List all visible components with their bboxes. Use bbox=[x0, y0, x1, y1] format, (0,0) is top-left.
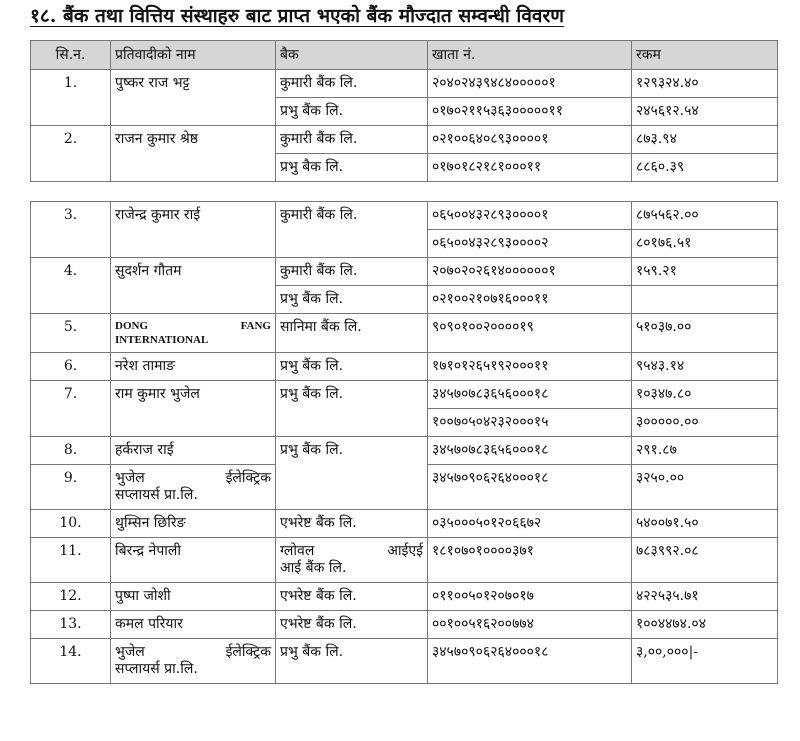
cell-bank bbox=[276, 538, 428, 583]
cell-name-word-2: FANG bbox=[240, 320, 271, 332]
cell-name-line-2: INTERNATIONAL bbox=[115, 334, 209, 346]
cell-bank-line-1 bbox=[280, 543, 423, 560]
bank-balance-table-part-2 bbox=[30, 201, 778, 684]
cell-bank: एभरेष्ट बैंक लि. bbox=[276, 611, 428, 639]
cell-name: पुष्कर राज भट्ट bbox=[111, 70, 276, 126]
table-row bbox=[31, 639, 778, 684]
cell-name: नरेश तामाङ bbox=[111, 353, 276, 381]
table-row bbox=[31, 611, 778, 639]
cell-account: ०१७०१८२१८१०००११ bbox=[428, 154, 632, 182]
cell-account: ०३५०००५०१२०६६७२ bbox=[428, 510, 632, 538]
cell-account: ०२१००६४०८९३००००१ bbox=[428, 126, 632, 154]
cell-name-word-1: भुजेल bbox=[115, 470, 145, 486]
cell-sn: 3. bbox=[31, 202, 111, 258]
cell-sn: 9. bbox=[31, 465, 111, 510]
cell-amount: ४२२५३५.७१ bbox=[632, 583, 778, 611]
cell-name-word-2: ईलेक्ट्रिक bbox=[225, 470, 271, 486]
cell-bank-word-2: आईएई bbox=[387, 543, 423, 559]
cell-bank: प्रभु बैंक लि. bbox=[276, 286, 428, 314]
table-row bbox=[31, 510, 778, 538]
page-heading: १८. बैंक तथा वित्तिय संस्थाहरु बाट प्राप्त भएको बैंक मौज्दात सम्वन्धी विवरण bbox=[30, 5, 564, 27]
cell-name bbox=[111, 314, 276, 353]
cell-bank: प्रभु बैंक लि. bbox=[276, 639, 428, 684]
cell-sn: 13. bbox=[31, 611, 111, 639]
cell-sn: 14. bbox=[31, 639, 111, 684]
cell-name: हर्कराज राई bbox=[111, 437, 276, 465]
cell-amount: ३,००,०००|- bbox=[632, 639, 778, 684]
cell-sn: 1. bbox=[31, 70, 111, 126]
cell-bank: प्रभु बैंक लि. bbox=[276, 381, 428, 437]
cell-name-word-1: भुजेल bbox=[115, 644, 145, 660]
cell-sn: 11. bbox=[31, 538, 111, 583]
cell-account: १७१०१२६५१९२०००११ bbox=[428, 353, 632, 381]
cell-amount: ५४००७१.५० bbox=[632, 510, 778, 538]
cell-amount: ८०१७६.५१ bbox=[632, 230, 778, 258]
cell-bank: कुमारी बैंक लि. bbox=[276, 70, 428, 98]
cell-account: ०६५००४३२८९३००००२ bbox=[428, 230, 632, 258]
cell-sn: 6. bbox=[31, 353, 111, 381]
cell-name bbox=[111, 465, 276, 510]
header-account: खाता नं. bbox=[428, 41, 632, 70]
cell-amount: ७८३९९२.०८ bbox=[632, 538, 778, 583]
cell-bank: एभरेष्ट बैंक लि. bbox=[276, 510, 428, 538]
cell-name: कमल परियार bbox=[111, 611, 276, 639]
table-row bbox=[31, 583, 778, 611]
cell-name-line-1 bbox=[115, 644, 271, 661]
cell-bank: प्रभु बैंक लि. bbox=[276, 353, 428, 381]
cell-bank: कुमारी बैंक लि. bbox=[276, 126, 428, 154]
cell-bank-word-1: ग्लोवल bbox=[280, 543, 315, 559]
cell-sn: 4. bbox=[31, 258, 111, 314]
cell-name: पुष्पा जोशी bbox=[111, 583, 276, 611]
cell-account: ३४५७०७८३६५६०००१८ bbox=[428, 381, 632, 409]
cell-bank: प्रभु बैक लि. bbox=[276, 154, 428, 182]
cell-amount: १५९.२१ bbox=[632, 258, 778, 286]
cell-name: थुम्सिन छिरिङ bbox=[111, 510, 276, 538]
cell-name-word-2: ईलेक्ट्रिक bbox=[225, 644, 271, 660]
cell-name: राजेन्द्र कुमार राई bbox=[111, 202, 276, 258]
cell-account: ०१७०२११५३६३०००००११ bbox=[428, 98, 632, 126]
cell-amount: ५१०३७.०० bbox=[632, 314, 778, 353]
cell-amount: १००४४७४.०४ bbox=[632, 611, 778, 639]
cell-sn: 10. bbox=[31, 510, 111, 538]
cell-account: १००७०५०४२३२०००१५ bbox=[428, 409, 632, 437]
cell-bank: प्रभु बैंक लि. bbox=[276, 437, 428, 510]
cell-account: ०२१००२१०७१६०००११ bbox=[428, 286, 632, 314]
cell-account: २०४०२४३९४८४०००००१ bbox=[428, 70, 632, 98]
cell-bank: कुमारी बैंक लि. bbox=[276, 202, 428, 258]
cell-bank: प्रभु बैंक लि. bbox=[276, 98, 428, 126]
cell-amount: ८७३.९४ bbox=[632, 126, 778, 154]
cell-amount: ३२५०.०० bbox=[632, 465, 778, 510]
cell-name bbox=[111, 639, 276, 684]
cell-account: ०६५००४३२८९३००००१ bbox=[428, 202, 632, 230]
table-row bbox=[31, 353, 778, 381]
cell-bank: कुमारी बैंक लि. bbox=[276, 258, 428, 286]
cell-amount: २४५६१२.५४ bbox=[632, 98, 778, 126]
cell-account: ००१००५१६२००७७४ bbox=[428, 611, 632, 639]
cell-amount: ८८६०.३९ bbox=[632, 154, 778, 182]
cell-sn: 12. bbox=[31, 583, 111, 611]
cell-amount: ८७५५६२.०० bbox=[632, 202, 778, 230]
bank-balance-table-part-1 bbox=[30, 40, 778, 182]
cell-amount-empty bbox=[632, 286, 778, 314]
cell-name-line-2: सप्लायर्स प्रा.लि. bbox=[115, 661, 198, 677]
cell-sn: 8. bbox=[31, 437, 111, 465]
cell-bank: सानिमा बैंक लि. bbox=[276, 314, 428, 353]
cell-account: ३४५७०९०६२६४०००१८ bbox=[428, 465, 632, 510]
cell-account: ३४५७०७८३६५६०००१८ bbox=[428, 437, 632, 465]
cell-bank: एभरेष्ट बैंक लि. bbox=[276, 583, 428, 611]
cell-amount: ३०००००.०० bbox=[632, 409, 778, 437]
cell-account: ०११००५०१२०७०१७ bbox=[428, 583, 632, 611]
cell-name: बिरन्द्र नेपाली bbox=[111, 538, 276, 583]
cell-name-line-2: सप्लायर्स प्रा.लि. bbox=[115, 487, 198, 503]
header-sn: सि.न. bbox=[31, 41, 111, 70]
cell-sn: 5. bbox=[31, 314, 111, 353]
table-row bbox=[31, 314, 778, 353]
cell-name-word-1: DONG bbox=[115, 320, 148, 332]
header-amount: रकम bbox=[632, 41, 778, 70]
cell-amount: २९१.८७ bbox=[632, 437, 778, 465]
cell-amount: ९५४३.१४ bbox=[632, 353, 778, 381]
table-row bbox=[31, 126, 778, 154]
header-bank: बैक bbox=[276, 41, 428, 70]
cell-account: १८१०७०१००००३७१ bbox=[428, 538, 632, 583]
table-row bbox=[31, 437, 778, 465]
cell-name-line-1 bbox=[115, 470, 271, 487]
cell-amount: १०३४७.८० bbox=[632, 381, 778, 409]
table-row bbox=[31, 70, 778, 98]
table-row bbox=[31, 258, 778, 286]
table-row bbox=[31, 202, 778, 230]
cell-sn: 2. bbox=[31, 126, 111, 182]
cell-account: ९०९०१००२००००१९ bbox=[428, 314, 632, 353]
cell-amount: १२९३२४.४० bbox=[632, 70, 778, 98]
table-row bbox=[31, 538, 778, 583]
table-row bbox=[31, 381, 778, 409]
cell-name: राम कुमार भुजेल bbox=[111, 381, 276, 437]
cell-sn: 7. bbox=[31, 381, 111, 437]
cell-bank-line-2: आई बैंक लि. bbox=[280, 560, 347, 576]
table-header-row bbox=[31, 41, 778, 70]
cell-name-line-1 bbox=[115, 319, 271, 333]
cell-name: सुदर्शन गौतम bbox=[111, 258, 276, 314]
cell-account: ३४५७०९०६२६४०००१८ bbox=[428, 639, 632, 684]
header-name: प्रतिवादीको नाम bbox=[111, 41, 276, 70]
cell-name: राजन कुमार श्रेष्ठ bbox=[111, 126, 276, 182]
cell-account: २०७०२०२६१४००००००१ bbox=[428, 258, 632, 286]
